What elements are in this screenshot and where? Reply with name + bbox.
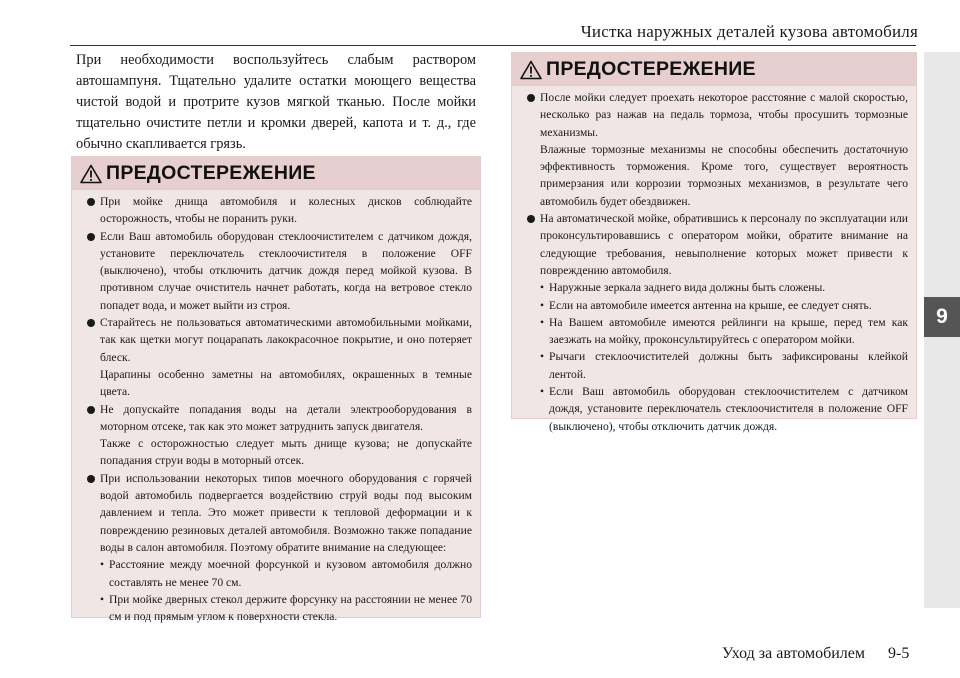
warning-bullet-item: Если Ваш автомобиль оборудован стеклоочистителем с датчиком дождя, установите переключатель стеклоочистителя в положение OFF (выключено), чтобы отключить датчик дождя перед мойкой кузова. В противном случае очиститель начнет работать, когда на ветровое стекло попадет вода, и может выйти из строя. (86, 228, 472, 314)
warning-box-left (71, 156, 481, 624)
intro-paragraph: При необходимости воспользуйтесь слабым раствором автошампуня. Тщательно удалите остатки моющего вещества чистой водой и протрите кузов мягкой тканью. После мойки тщательно очистите петли и кромки дверей, капота и т. д., где обычно скапливается грязь. (76, 52, 476, 152)
page-number: 9-5 (888, 645, 910, 662)
warning-continuation: Также с осторожностью следует мыть днище кузова; не допускайте попадания струи воды в моторный отсек. (100, 437, 472, 468)
warning-continuation: Влажные тормозные механизмы не способны обеспечить достаточную эффективность торможения. Кроме того, существует вероятность примерзания или коррозии тормозных механизмов, в результате чего автомобиль будет обездвижен. (540, 142, 908, 208)
warning-bullet-item: Не допускайте попадания воды на детали электрооборудования в моторном отсеке, так как это может затруднить запуск двигателя. (86, 401, 472, 436)
warning-header (512, 53, 916, 86)
warning-triangle-icon (520, 60, 542, 80)
warning-sub-item: • Если на автомобиле имеется антенна на крыше, ее следует снять. (526, 297, 908, 314)
warning-bullet-item: При мойке днища автомобиля и колесных дисков соблюдайте осторожность, чтобы не поранить руки. (86, 193, 472, 228)
warning-sub-item: • На Вашем автомобиле имеются рейлинги на крыше, перед тем как заезжать на мойку, проконсультируйтесь с оператором мойки. (526, 314, 908, 349)
footer-section-title: Уход за автомобилем (722, 645, 865, 662)
warning-title: ПРЕДОСТЕРЕЖЕНИЕ (106, 162, 316, 184)
warning-box-right (511, 52, 917, 433)
warning-body (512, 86, 916, 435)
warning-bullet-item: При использовании некоторых типов моечного оборудования с горячей водой автомобиль подвергается воздействию струй воды под высоким давлением и тепла. Это может привести к тепловой деформации и к повреждению резиновых деталей автомобиля. Возможно также попадание воды в салон автомобиля. Поэтому обратите внимание на следующее: (86, 470, 472, 556)
warning-sub-item: • Расстояние между моечной форсункой и кузовом автомобиля должно составлять не менее 70 см. (86, 556, 472, 591)
warning-sub-item: • Рычаги стеклоочистителей должны быть зафиксированы клейкой лентой. (526, 348, 908, 383)
chapter-number: 9 (924, 297, 960, 337)
header-rule (70, 45, 916, 46)
warning-sub-item: • При мойке дверных стекол держите форсунку на расстоянии не менее 70 см и под прямым углом к поверхности стекла. (86, 591, 472, 626)
warning-title: ПРЕДОСТЕРЕЖЕНИЕ (546, 58, 756, 80)
warning-bullet-item: На автоматической мойке, обратившись к персоналу по эксплуатации или проконсультировавшись с оператором мойки, обратите внимание на следующие требования, невыполнение которых может привести к повреждению автомобиля. (526, 210, 908, 279)
warning-sub-item: • Если Ваш автомобиль оборудован стеклоочистителем с датчиком дождя, установите переключатель стеклоочистителя в положение OFF (выключено), чтобы отключить датчик дождя. (526, 383, 908, 435)
warning-sub-item: • Наружные зеркала заднего вида должны быть сложены. (526, 279, 908, 296)
page-header-title: Чистка наружных деталей кузова автомобиля (580, 22, 918, 41)
warning-continuation: Царапины особенно заметны на автомобилях, окрашенных в темные цвета. (100, 367, 472, 399)
warning-body (72, 190, 480, 625)
warning-header (72, 157, 480, 190)
warning-bullet-item: Старайтесь не пользоваться автоматическими автомобильными мойками, так как щетки могут поцарапать лакокрасочное покрытие, и оно потеряет блеск. (86, 314, 472, 366)
warning-bullet-item: После мойки следует проехать некоторое расстояние с малой скоростью, несколько раз нажав на педаль тормоза, чтобы просушить тормозные механизмы. (526, 89, 908, 141)
warning-triangle-icon (80, 164, 102, 184)
